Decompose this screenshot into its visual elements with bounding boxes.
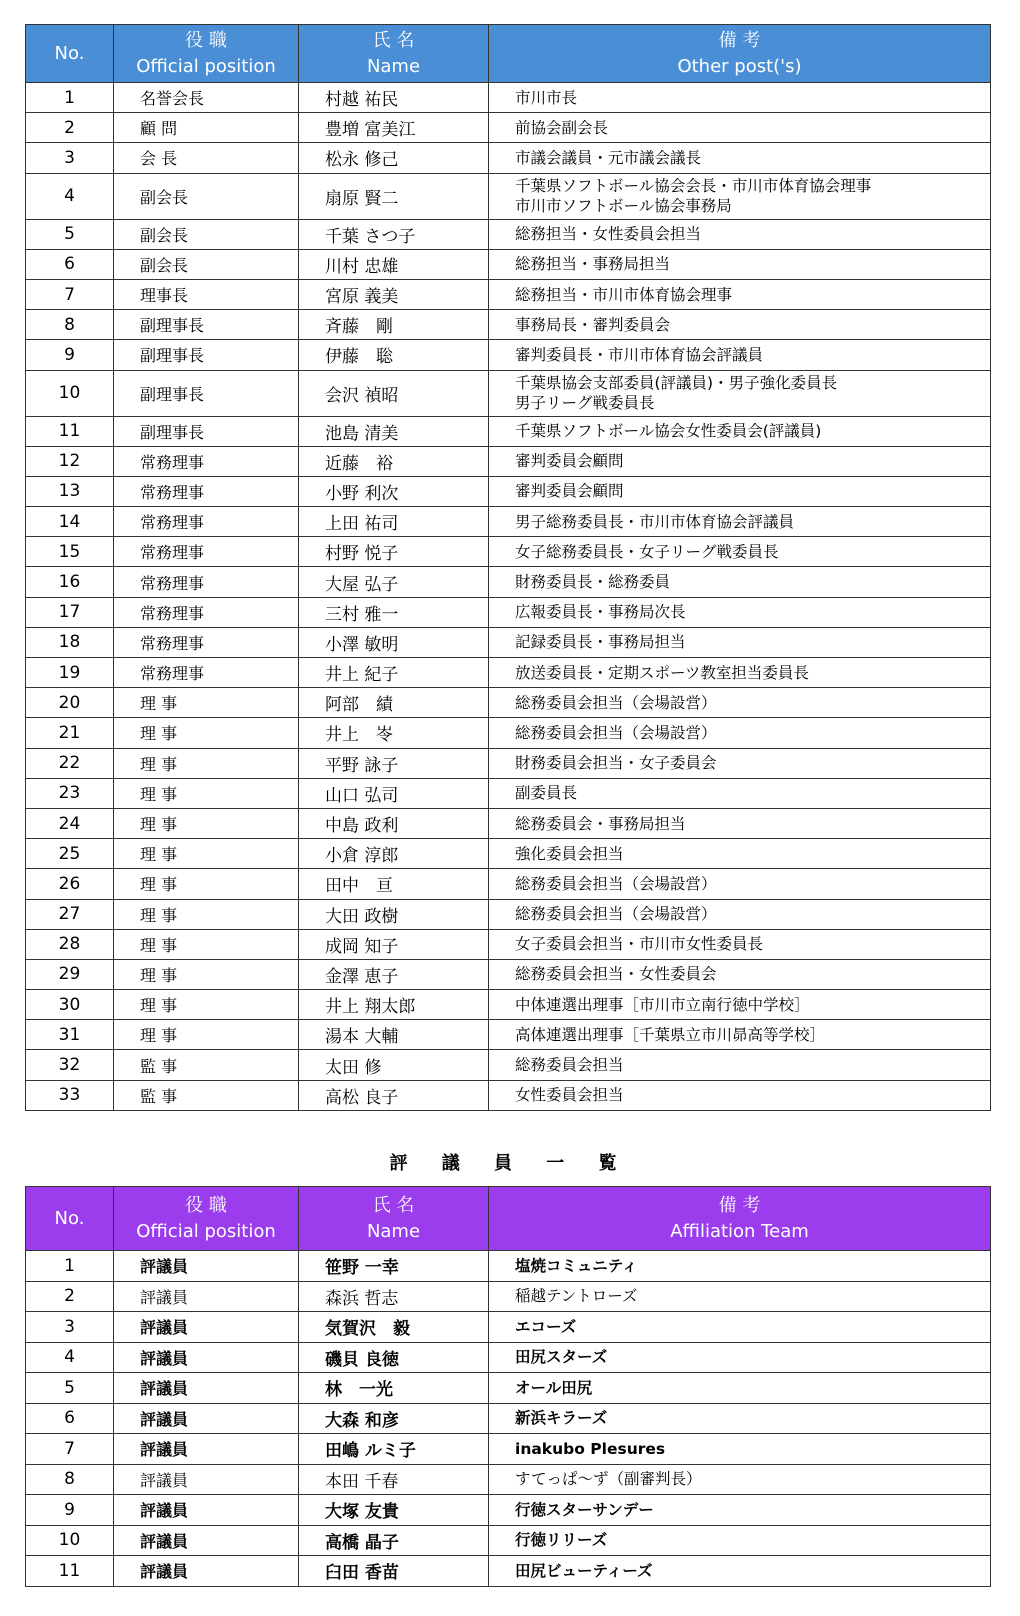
position-cell: 評議員 — [114, 1312, 299, 1343]
note-cell: 財務委員会担当・女子委員会 — [489, 748, 991, 778]
note-cell: 総務委員会担当・女性委員会 — [489, 959, 991, 989]
table-row — [26, 929, 991, 959]
header-note-jp: 備 考 — [718, 29, 761, 51]
position-cell: 顧 問 — [114, 113, 299, 143]
officers-table — [25, 24, 991, 1111]
row-number: 1 — [26, 83, 114, 113]
header-no: No. — [26, 25, 114, 83]
table-row — [26, 899, 991, 929]
table-row — [26, 83, 991, 113]
row-number: 19 — [26, 658, 114, 688]
name-cell: 金澤 恵子 — [299, 959, 489, 989]
name-cell: 阿部 績 — [299, 688, 489, 718]
note-cell: 千葉県ソフトボール協会女性委員会(評議員) — [489, 416, 991, 446]
row-number: 33 — [26, 1080, 114, 1110]
row-number: 16 — [26, 567, 114, 597]
table-row — [26, 416, 991, 446]
note-cell: 財務委員長・総務委員 — [489, 567, 991, 597]
councilors-table-body — [26, 1251, 991, 1587]
position-cell: 理 事 — [114, 778, 299, 808]
name-cell: 本田 千春 — [299, 1464, 489, 1495]
note-cell: すてっぱ～ず（副審判長） — [489, 1464, 991, 1495]
position-cell: 理 事 — [114, 1020, 299, 1050]
note-cell: 審判委員長・市川市体育協会評議員 — [489, 340, 991, 370]
table-row — [26, 279, 991, 309]
position-cell: 名誉会長 — [114, 83, 299, 113]
name-cell: 川村 忠雄 — [299, 249, 489, 279]
table-row — [26, 1556, 991, 1587]
note-cell: 市川市長 — [489, 83, 991, 113]
header-position-jp: 役 職 — [185, 29, 227, 51]
name-cell: 宮原 義美 — [299, 279, 489, 309]
row-number: 11 — [26, 1556, 114, 1587]
name-cell: 村越 祐民 — [299, 83, 489, 113]
table-row — [26, 990, 991, 1020]
table-row — [26, 507, 991, 537]
row-number: 3 — [26, 143, 114, 173]
name-cell: 斉藤 剛 — [299, 310, 489, 340]
row-number: 7 — [26, 1434, 114, 1465]
note-cell: 市議会議員・元市議会議長 — [489, 143, 991, 173]
row-number: 22 — [26, 748, 114, 778]
position-cell: 副会長 — [114, 249, 299, 279]
position-cell: 副理事長 — [114, 370, 299, 416]
name-cell: 大塚 友貴 — [299, 1495, 489, 1526]
position-cell: 理 事 — [114, 718, 299, 748]
note-cell: 副委員長 — [489, 778, 991, 808]
name-cell: 森浜 哲志 — [299, 1281, 489, 1312]
table-row — [26, 1342, 991, 1373]
row-number: 2 — [26, 1281, 114, 1312]
row-number: 15 — [26, 537, 114, 567]
name-cell: 村野 悦子 — [299, 537, 489, 567]
name-cell: 笹野 一幸 — [299, 1251, 489, 1282]
position-cell: 理 事 — [114, 869, 299, 899]
table-row — [26, 446, 991, 476]
header-name-en: Name — [366, 1220, 421, 1242]
table-row — [26, 370, 991, 416]
note-cell: 審判委員会顧問 — [489, 446, 991, 476]
position-cell: 評議員 — [114, 1373, 299, 1404]
councilors-table — [25, 1186, 991, 1587]
position-cell: 常務理事 — [114, 446, 299, 476]
table-row — [26, 718, 991, 748]
header-position-jp: 役 職 — [185, 1194, 227, 1216]
name-cell: 上田 祐司 — [299, 507, 489, 537]
name-cell: 高橋 晶子 — [299, 1525, 489, 1556]
note-cell: 千葉県ソフトボール協会会長・市川市体育協会理事 市川市ソフトボール協会事務局 — [489, 173, 991, 219]
row-number: 25 — [26, 839, 114, 869]
note-cell: 総務担当・事務局担当 — [489, 249, 991, 279]
position-cell: 監 事 — [114, 1050, 299, 1080]
note-cell: 総務担当・女性委員会担当 — [489, 219, 991, 249]
name-cell: 小倉 淳郎 — [299, 839, 489, 869]
note-cell: 新浜キラーズ — [489, 1403, 991, 1434]
header-name — [299, 1187, 489, 1251]
table-row — [26, 748, 991, 778]
name-cell: 扇原 賢二 — [299, 173, 489, 219]
table-row — [26, 1464, 991, 1495]
note-cell: 前協会副会長 — [489, 113, 991, 143]
row-number: 30 — [26, 990, 114, 1020]
row-number: 4 — [26, 173, 114, 219]
table-row — [26, 340, 991, 370]
row-number: 6 — [26, 1403, 114, 1434]
position-cell: 理 事 — [114, 808, 299, 838]
header-note-en: Affiliation Team — [670, 1220, 809, 1242]
table-row — [26, 173, 991, 219]
row-number: 1 — [26, 1251, 114, 1282]
header-name-jp: 氏 名 — [372, 1194, 415, 1216]
row-number: 9 — [26, 340, 114, 370]
position-cell: 理 事 — [114, 839, 299, 869]
name-cell: 田嶋 ルミ子 — [299, 1434, 489, 1465]
note-cell: 行徳リリーズ — [489, 1525, 991, 1556]
header-position-en: Official position — [136, 1220, 276, 1242]
name-cell: 三村 雅一 — [299, 597, 489, 627]
position-cell: 会 長 — [114, 143, 299, 173]
name-cell: 豊増 富美江 — [299, 113, 489, 143]
name-cell: 太田 修 — [299, 1050, 489, 1080]
row-number: 11 — [26, 416, 114, 446]
row-number: 5 — [26, 219, 114, 249]
row-number: 10 — [26, 1525, 114, 1556]
note-cell: 総務委員会担当（会場設営） — [489, 688, 991, 718]
note-cell: inakubo Plesures — [489, 1434, 991, 1465]
position-cell: 副理事長 — [114, 340, 299, 370]
note-cell: 女子委員会担当・市川市女性委員長 — [489, 929, 991, 959]
row-number: 18 — [26, 627, 114, 657]
table-row — [26, 113, 991, 143]
header-note-en: Other post('s) — [677, 55, 802, 77]
note-cell: 塩焼コミュニティ — [489, 1251, 991, 1282]
note-cell: 稲越テントローズ — [489, 1281, 991, 1312]
row-number: 24 — [26, 808, 114, 838]
table-row — [26, 688, 991, 718]
name-cell: 伊藤 聡 — [299, 340, 489, 370]
note-cell: 総務担当・市川市体育協会理事 — [489, 279, 991, 309]
table-row — [26, 1050, 991, 1080]
position-cell: 評議員 — [114, 1434, 299, 1465]
note-cell: 審判委員会顧問 — [489, 476, 991, 506]
row-number: 13 — [26, 476, 114, 506]
table-row — [26, 1434, 991, 1465]
table-row — [26, 658, 991, 688]
header-position-en: Official position — [136, 55, 276, 77]
name-cell: 気賀沢 毅 — [299, 1312, 489, 1343]
name-cell: 中島 政利 — [299, 808, 489, 838]
note-cell: 男子総務委員長・市川市体育協会評議員 — [489, 507, 991, 537]
row-number: 27 — [26, 899, 114, 929]
name-cell: 小澤 敏明 — [299, 627, 489, 657]
name-cell: 山口 弘司 — [299, 778, 489, 808]
name-cell: 大田 政樹 — [299, 899, 489, 929]
name-cell: 池島 清美 — [299, 416, 489, 446]
table-row — [26, 143, 991, 173]
header-position — [114, 25, 299, 83]
position-cell: 理 事 — [114, 959, 299, 989]
position-cell: 理事長 — [114, 279, 299, 309]
row-number: 6 — [26, 249, 114, 279]
position-cell: 理 事 — [114, 748, 299, 778]
name-cell: 大屋 弘子 — [299, 567, 489, 597]
position-cell: 理 事 — [114, 929, 299, 959]
name-cell: 磯貝 良徳 — [299, 1342, 489, 1373]
name-cell: 小野 利次 — [299, 476, 489, 506]
note-cell: 総務委員会担当（会場設営） — [489, 718, 991, 748]
table-row — [26, 839, 991, 869]
position-cell: 評議員 — [114, 1281, 299, 1312]
table-row — [26, 1525, 991, 1556]
note-cell: 高体連選出理事［千葉県立市川昴高等学校］ — [489, 1020, 991, 1050]
row-number: 8 — [26, 1464, 114, 1495]
row-number: 32 — [26, 1050, 114, 1080]
name-cell: 平野 詠子 — [299, 748, 489, 778]
name-cell: 高松 良子 — [299, 1080, 489, 1110]
note-cell: 千葉県協会支部委員(評議員)・男子強化委員長 男子リーグ戦委員長 — [489, 370, 991, 416]
position-cell: 副理事長 — [114, 310, 299, 340]
note-cell: 総務委員会担当（会場設営） — [489, 869, 991, 899]
row-number: 10 — [26, 370, 114, 416]
position-cell: 評議員 — [114, 1251, 299, 1282]
note-cell: 記録委員長・事務局担当 — [489, 627, 991, 657]
header-note-jp: 備 考 — [718, 1194, 761, 1216]
note-cell: 強化委員会担当 — [489, 839, 991, 869]
name-cell: 千葉 さつ子 — [299, 219, 489, 249]
row-number: 8 — [26, 310, 114, 340]
row-number: 20 — [26, 688, 114, 718]
row-number: 2 — [26, 113, 114, 143]
header-note — [489, 25, 991, 83]
table-row — [26, 1373, 991, 1404]
row-number: 12 — [26, 446, 114, 476]
header-no: No. — [26, 1187, 114, 1251]
row-number: 7 — [26, 279, 114, 309]
table-row — [26, 1080, 991, 1110]
table-row — [26, 808, 991, 838]
name-cell: 松永 修己 — [299, 143, 489, 173]
table-row — [26, 476, 991, 506]
table-row — [26, 778, 991, 808]
name-cell: 成岡 知子 — [299, 929, 489, 959]
name-cell: 井上 岺 — [299, 718, 489, 748]
row-number: 5 — [26, 1373, 114, 1404]
table-row — [26, 310, 991, 340]
table-row — [26, 249, 991, 279]
table-row — [26, 597, 991, 627]
note-cell: 中体連選出理事［市川市立南行徳中学校］ — [489, 990, 991, 1020]
position-cell: 評議員 — [114, 1556, 299, 1587]
position-cell: 副会長 — [114, 219, 299, 249]
name-cell: 井上 翔太郎 — [299, 990, 489, 1020]
table-row — [26, 1403, 991, 1434]
table-row — [26, 537, 991, 567]
position-cell: 常務理事 — [114, 627, 299, 657]
table-row — [26, 219, 991, 249]
name-cell: 大森 和彦 — [299, 1403, 489, 1434]
position-cell: 副会長 — [114, 173, 299, 219]
name-cell: 会沢 禎昭 — [299, 370, 489, 416]
position-cell: 常務理事 — [114, 537, 299, 567]
name-cell: 田中 亘 — [299, 869, 489, 899]
position-cell: 常務理事 — [114, 567, 299, 597]
table-row — [26, 567, 991, 597]
position-cell: 副理事長 — [114, 416, 299, 446]
name-cell: 井上 紀子 — [299, 658, 489, 688]
position-cell: 評議員 — [114, 1495, 299, 1526]
row-number: 21 — [26, 718, 114, 748]
note-cell: 田尻ビューティーズ — [489, 1556, 991, 1587]
councilors-header-row — [26, 1187, 991, 1251]
row-number: 4 — [26, 1342, 114, 1373]
note-cell: 放送委員長・定期スポーツ教室担当委員長 — [489, 658, 991, 688]
name-cell: 近藤 裕 — [299, 446, 489, 476]
table-row — [26, 1251, 991, 1282]
table-row — [26, 1312, 991, 1343]
row-number: 9 — [26, 1495, 114, 1526]
note-cell: 総務委員会担当 — [489, 1050, 991, 1080]
position-cell: 評議員 — [114, 1525, 299, 1556]
position-cell: 評議員 — [114, 1403, 299, 1434]
row-number: 28 — [26, 929, 114, 959]
header-note — [489, 1187, 991, 1251]
position-cell: 常務理事 — [114, 476, 299, 506]
table-row — [26, 1281, 991, 1312]
table-row — [26, 627, 991, 657]
note-cell: エコーズ — [489, 1312, 991, 1343]
position-cell: 理 事 — [114, 899, 299, 929]
table-row — [26, 1495, 991, 1526]
position-cell: 理 事 — [114, 688, 299, 718]
note-cell: 行徳スターサンデー — [489, 1495, 991, 1526]
name-cell: 臼田 香苗 — [299, 1556, 489, 1587]
councilors-section-title: 評 議 員 一 覧 — [389, 1153, 631, 1174]
note-cell: 総務委員会担当（会場設営） — [489, 899, 991, 929]
position-cell: 評議員 — [114, 1464, 299, 1495]
position-cell: 常務理事 — [114, 597, 299, 627]
position-cell: 理 事 — [114, 990, 299, 1020]
note-cell: 女子総務委員長・女子リーグ戦委員長 — [489, 537, 991, 567]
header-name-jp: 氏 名 — [372, 29, 415, 51]
header-position — [114, 1187, 299, 1251]
position-cell: 評議員 — [114, 1342, 299, 1373]
note-cell: 女性委員会担当 — [489, 1080, 991, 1110]
position-cell: 常務理事 — [114, 507, 299, 537]
note-cell: オール田尻 — [489, 1373, 991, 1404]
officers-header-row — [26, 25, 991, 83]
row-number: 23 — [26, 778, 114, 808]
name-cell: 林 一光 — [299, 1373, 489, 1404]
header-name — [299, 25, 489, 83]
name-cell: 湯本 大輔 — [299, 1020, 489, 1050]
row-number: 29 — [26, 959, 114, 989]
row-number: 31 — [26, 1020, 114, 1050]
position-cell: 常務理事 — [114, 658, 299, 688]
table-row — [26, 869, 991, 899]
note-cell: 事務局長・審判委員会 — [489, 310, 991, 340]
table-row — [26, 1020, 991, 1050]
note-cell: 田尻スターズ — [489, 1342, 991, 1373]
note-cell: 広報委員長・事務局次長 — [489, 597, 991, 627]
header-name-en: Name — [366, 55, 421, 77]
officers-table-body — [26, 83, 991, 1111]
table-row — [26, 959, 991, 989]
position-cell: 監 事 — [114, 1080, 299, 1110]
row-number: 26 — [26, 869, 114, 899]
row-number: 17 — [26, 597, 114, 627]
note-cell: 総務委員会・事務局担当 — [489, 808, 991, 838]
row-number: 14 — [26, 507, 114, 537]
row-number: 3 — [26, 1312, 114, 1343]
